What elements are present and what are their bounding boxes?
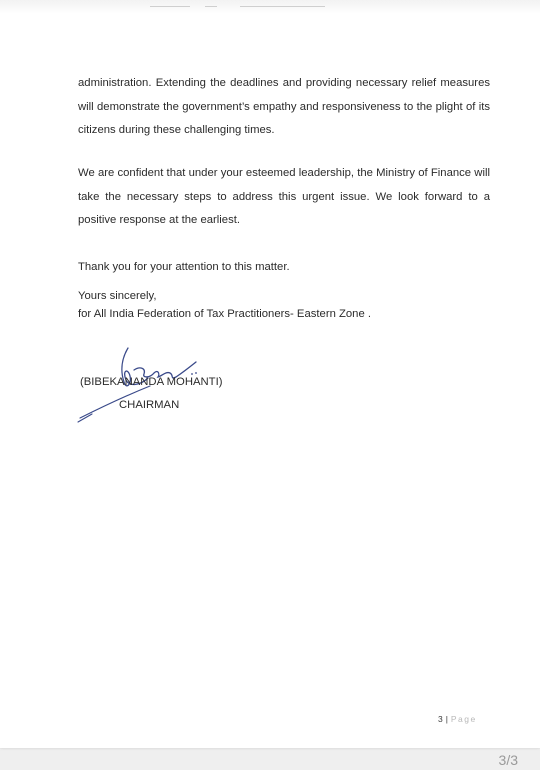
letter-paragraph-1: administration. Extending the deadlines and providing necessary relief measures will demonstrate the government’s empathy and responsiveness to the plight of its citizens during these challenging times. bbox=[78, 77, 490, 136]
scan-top-edge bbox=[0, 0, 540, 14]
scan-artifact bbox=[150, 6, 190, 7]
scan-artifact bbox=[240, 6, 325, 7]
thanks-line: Thank you for your attention to this matter. bbox=[78, 261, 290, 273]
page-word: Page bbox=[450, 714, 477, 724]
scan-artifact bbox=[205, 6, 217, 7]
closing-block bbox=[78, 287, 371, 323]
signer-title: CHAIRMAN bbox=[119, 399, 180, 411]
letter-paragraph-2: We are confident that under your esteemed leadership, the Ministry of Finance will take the necessary steps to address this urgent issue. We look forward to a positive response at the earliest. bbox=[78, 167, 490, 226]
page-footer bbox=[438, 714, 477, 724]
page-number: 3 bbox=[438, 714, 444, 724]
organization-line: for All India Federation of Tax Practitioners- Eastern Zone . bbox=[78, 308, 372, 320]
closing-salutation: Yours sincerely, bbox=[78, 290, 157, 302]
signer-name: (BIBEKANANDA MOHANTI) bbox=[80, 376, 223, 388]
page-counter: 3/3 bbox=[498, 752, 518, 768]
page-separator: | bbox=[445, 714, 449, 724]
